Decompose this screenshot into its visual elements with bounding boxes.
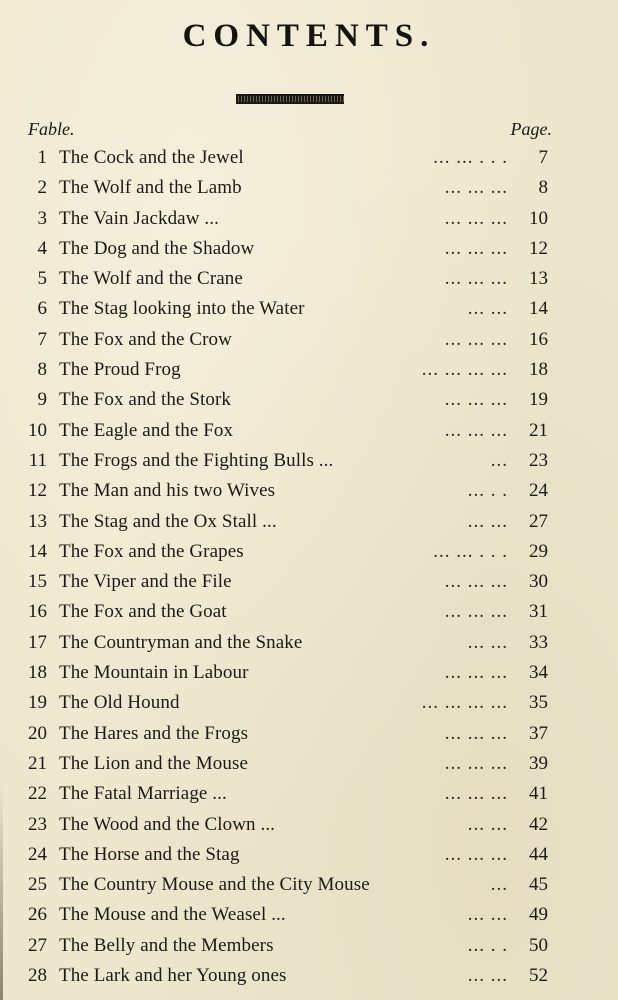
- fable-title: The Mouse and the Weasel ...: [59, 904, 286, 926]
- dot-leader: ... ...: [467, 904, 508, 926]
- fable-title: The Lark and her Young ones: [59, 965, 287, 987]
- page-number: 23: [529, 449, 548, 471]
- fable-title: The Hares and the Frogs: [59, 722, 249, 744]
- fable-title: The Vain Jackdaw ...: [59, 207, 219, 229]
- fable-number: 4: [37, 237, 47, 259]
- page-number: 52: [529, 965, 548, 987]
- fable-number: 19: [28, 692, 47, 714]
- fable-number: 1: [37, 147, 47, 168]
- fable-title: The Wood and the Clown ...: [59, 813, 276, 835]
- page-number: 33: [529, 631, 548, 653]
- page-number: 39: [529, 752, 548, 774]
- table-row: [0, 628, 618, 658]
- dot-leader: ... ...: [467, 298, 508, 320]
- page-number: 12: [529, 237, 548, 259]
- fable-number: 5: [37, 268, 47, 290]
- table-row: [0, 961, 618, 991]
- dot-leader: ... ... . . .: [433, 147, 508, 168]
- dot-leader: ... ... . . .: [433, 540, 508, 562]
- page-edge-shadow: [0, 780, 3, 1000]
- dot-leader: ...: [490, 449, 508, 471]
- fable-number: 22: [28, 783, 47, 805]
- table-row: [0, 476, 618, 506]
- page-number: 29: [529, 540, 548, 562]
- ornament-divider: [236, 94, 344, 104]
- dot-leader: ... ... ...: [444, 843, 508, 865]
- page-number: 14: [529, 298, 548, 320]
- fable-number: 13: [28, 510, 47, 532]
- table-row: [0, 416, 618, 446]
- page-number: 8: [538, 177, 548, 199]
- fable-number: 10: [28, 419, 47, 441]
- fable-title: The Fatal Marriage ...: [59, 783, 227, 805]
- page-number: 37: [529, 722, 548, 744]
- fable-number: 7: [37, 328, 47, 350]
- fable-number: 20: [28, 722, 47, 744]
- table-row: [0, 597, 618, 627]
- page-number: 7: [538, 147, 548, 168]
- table-row: [0, 537, 618, 567]
- dot-leader: ... ...: [467, 631, 508, 653]
- fable-number: 23: [28, 813, 47, 835]
- table-row: [0, 143, 618, 173]
- table-row: [0, 385, 618, 415]
- dot-leader: ... ... ...: [444, 419, 508, 441]
- page-number: 18: [529, 359, 548, 381]
- fable-number: 6: [37, 298, 47, 320]
- fable-number: 17: [28, 631, 47, 653]
- fable-title: The Fox and the Grapes: [59, 540, 244, 562]
- table-row: [0, 234, 618, 264]
- fable-number: 8: [37, 359, 47, 381]
- page-number: 50: [529, 934, 548, 956]
- fable-title: The Wolf and the Lamb: [59, 177, 242, 199]
- dot-leader: ... ... ...: [444, 662, 508, 684]
- fable-title: The Fox and the Crow: [59, 328, 232, 350]
- table-row: [0, 779, 618, 809]
- table-row: [0, 325, 618, 355]
- page-number: 13: [529, 268, 548, 290]
- page-number: 27: [529, 510, 548, 532]
- dot-leader: ... ... ...: [444, 177, 508, 199]
- fable-number: 21: [28, 752, 47, 774]
- dot-leader: ... . .: [467, 934, 508, 956]
- fable-number: 2: [37, 177, 47, 199]
- fable-title: The Countryman and the Snake: [59, 631, 303, 653]
- fable-number: 15: [28, 571, 47, 593]
- dot-leader: ... ...: [467, 965, 508, 987]
- page-number: 45: [529, 874, 548, 896]
- table-row: [0, 264, 618, 294]
- table-row: [0, 507, 618, 537]
- table-row: [0, 355, 618, 385]
- page-number: 31: [529, 601, 548, 623]
- table-row: [0, 749, 618, 779]
- page-number: 34: [529, 662, 548, 684]
- page-number: 35: [529, 692, 548, 714]
- fable-title: The Frogs and the Fighting Bulls ...: [59, 449, 334, 471]
- fable-title: The Stag and the Ox Stall ...: [59, 510, 277, 532]
- table-row: [0, 840, 618, 870]
- dot-leader: ... ... ...: [444, 601, 508, 623]
- fable-title: The Eagle and the Fox: [59, 419, 234, 441]
- dot-leader: ... ... ...: [444, 268, 508, 290]
- table-row: [0, 294, 618, 324]
- fable-title: The Man and his two Wives: [59, 480, 276, 502]
- page-column-header: Page.: [510, 119, 552, 139]
- fable-number: 18: [28, 662, 47, 684]
- page-number: 49: [529, 904, 548, 926]
- contents-list: [0, 143, 618, 991]
- page-number: 42: [529, 813, 548, 835]
- page-number: 41: [529, 783, 548, 805]
- dot-leader: ... ... ...: [444, 237, 508, 259]
- table-row: [0, 688, 618, 718]
- page-number: 19: [529, 389, 548, 411]
- dot-leader: ... ...: [467, 813, 508, 835]
- page-number: 10: [529, 207, 548, 229]
- dot-leader: ... ... ...: [444, 328, 508, 350]
- table-row: [0, 810, 618, 840]
- fable-title: The Country Mouse and the City Mouse: [59, 874, 370, 896]
- fable-number: 12: [28, 480, 47, 502]
- page-number: 24: [529, 480, 548, 502]
- fable-number: 28: [28, 965, 47, 987]
- fable-title: The Belly and the Members: [59, 934, 274, 956]
- dot-leader: ... . .: [467, 480, 508, 502]
- table-row: [0, 658, 618, 688]
- fable-number: 26: [28, 904, 47, 926]
- fable-number: 3: [37, 207, 47, 229]
- dot-leader: ... ... ...: [444, 783, 508, 805]
- fable-title: The Fox and the Stork: [59, 389, 232, 411]
- dot-leader: ... ... ...: [444, 389, 508, 411]
- dot-leader: ... ... ...: [444, 722, 508, 744]
- page-number: 21: [529, 419, 548, 441]
- fable-title: The Mountain in Labour: [59, 662, 249, 684]
- fable-title: The Wolf and the Crane: [59, 268, 243, 290]
- dot-leader: ... ...: [467, 510, 508, 532]
- table-row: [0, 900, 618, 930]
- fable-title: The Viper and the File: [59, 571, 232, 593]
- table-row: [0, 204, 618, 234]
- fable-column-header: Fable.: [28, 119, 75, 139]
- fable-number: 9: [37, 389, 47, 411]
- dot-leader: ... ... ... ...: [421, 359, 508, 381]
- fable-title: The Lion and the Mouse: [59, 752, 248, 774]
- fable-title: The Fox and the Goat: [59, 601, 227, 623]
- dot-leader: ... ... ...: [444, 207, 508, 229]
- fable-title: The Cock and the Jewel: [59, 147, 244, 168]
- dot-leader: ... ... ... ...: [421, 692, 508, 714]
- dot-leader: ... ... ...: [444, 752, 508, 774]
- fable-number: 24: [28, 843, 47, 865]
- page-title: CONTENTS.: [182, 18, 436, 54]
- fable-number: 25: [28, 874, 47, 896]
- fable-title: The Stag looking into the Water: [59, 298, 305, 320]
- table-row: [0, 719, 618, 749]
- fable-title: The Old Hound: [59, 692, 180, 714]
- dot-leader: ... ... ...: [444, 571, 508, 593]
- dot-leader: ...: [490, 874, 508, 896]
- page-number: 16: [529, 328, 548, 350]
- table-row: [0, 567, 618, 597]
- fable-number: 11: [28, 449, 47, 471]
- fable-number: 14: [28, 540, 47, 562]
- table-row: [0, 870, 618, 900]
- fable-title: The Proud Frog: [59, 359, 181, 381]
- table-row: [0, 931, 618, 961]
- fable-title: The Dog and the Shadow: [59, 237, 255, 259]
- page-number: 44: [529, 843, 548, 865]
- fable-number: 27: [28, 934, 47, 956]
- table-row: [0, 173, 618, 203]
- fable-number: 16: [28, 601, 47, 623]
- page-number: 30: [529, 571, 548, 593]
- table-row: [0, 446, 618, 476]
- fable-title: The Horse and the Stag: [59, 843, 240, 865]
